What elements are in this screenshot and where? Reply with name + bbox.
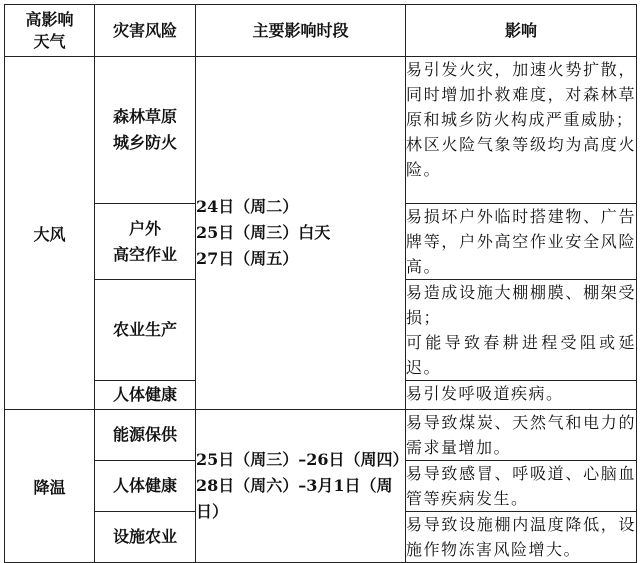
risk-cell — [95, 461, 196, 512]
impact-text: 易导致煤炭、天然气和电力的需求量增加。 — [406, 413, 636, 457]
header-weather-line2: 天气 — [33, 31, 66, 51]
period-line: 28日（周六）–3月1日（周日） — [196, 476, 393, 521]
risk-cell — [95, 57, 196, 204]
risk-cell — [95, 512, 196, 563]
period-wind — [196, 57, 406, 410]
header-period: 主要影响时段 — [196, 5, 406, 57]
impact-text: 易损坏户外临时搭建物、广告牌等，户外高空作业安全风险高。 — [406, 207, 636, 276]
risk-label: 能源保供 — [112, 425, 177, 444]
risk-cell — [95, 381, 196, 410]
period-line: 25日（周三）–26日（周四） — [196, 450, 409, 469]
risk-label: 农业生产 — [112, 320, 177, 339]
period-line: 24日（周二） — [196, 197, 299, 216]
weather-type-cooling: 降温 — [5, 410, 95, 563]
table-row — [5, 410, 637, 461]
impact-cell — [406, 381, 637, 410]
impact-cell — [406, 57, 637, 204]
header-weather — [5, 5, 95, 57]
risk-label: 森林草原 — [112, 107, 177, 126]
impact-text: 林区火险气象等级均为高度火险。 — [406, 135, 636, 179]
risk-label: 城乡防火 — [112, 133, 177, 152]
risk-cell — [95, 410, 196, 461]
impact-text: 易引发火灾，加速火势扩散，同时增加扑救难度，对森林草原和城乡防火构成严重威胁； — [406, 60, 636, 129]
impact-cell — [406, 280, 637, 381]
header-weather-line1: 高影响 — [25, 9, 74, 29]
risk-label: 户外 — [128, 218, 161, 238]
period-line: 25日（周三）白天 — [196, 223, 331, 242]
weather-type-wind: 大风 — [5, 57, 95, 410]
impact-text: 易导致设施棚内温度降低，设施作物冻害风险增大。 — [406, 515, 636, 559]
impact-cell — [406, 410, 637, 461]
header-risk: 灾害风险 — [95, 5, 196, 57]
impact-text: 易导致感冒、呼吸道、心脑血管等疾病发生。 — [406, 464, 636, 508]
risk-label: 设施农业 — [112, 527, 177, 546]
risk-cell — [95, 204, 196, 280]
risk-label: 高空作业 — [112, 244, 177, 264]
period-cooling — [196, 410, 409, 563]
risk-label: 人体健康 — [112, 476, 177, 495]
impact-text: 可能导致春耕进程受阻或延迟。 — [406, 333, 636, 377]
weather-impact-table — [4, 4, 637, 563]
table-header-row — [5, 5, 637, 57]
table-row — [5, 57, 637, 204]
impact-text: 易引发呼吸道疾病。 — [406, 384, 564, 403]
header-impact: 影响 — [406, 5, 637, 57]
period-line: 27日（周五） — [196, 249, 299, 268]
impact-cell — [406, 512, 637, 563]
risk-cell — [95, 280, 196, 381]
impact-cell — [406, 204, 637, 280]
risk-label: 人体健康 — [112, 385, 177, 404]
impact-cell — [406, 461, 637, 512]
impact-text: 易造成设施大棚棚膜、棚架受损； — [406, 283, 636, 327]
